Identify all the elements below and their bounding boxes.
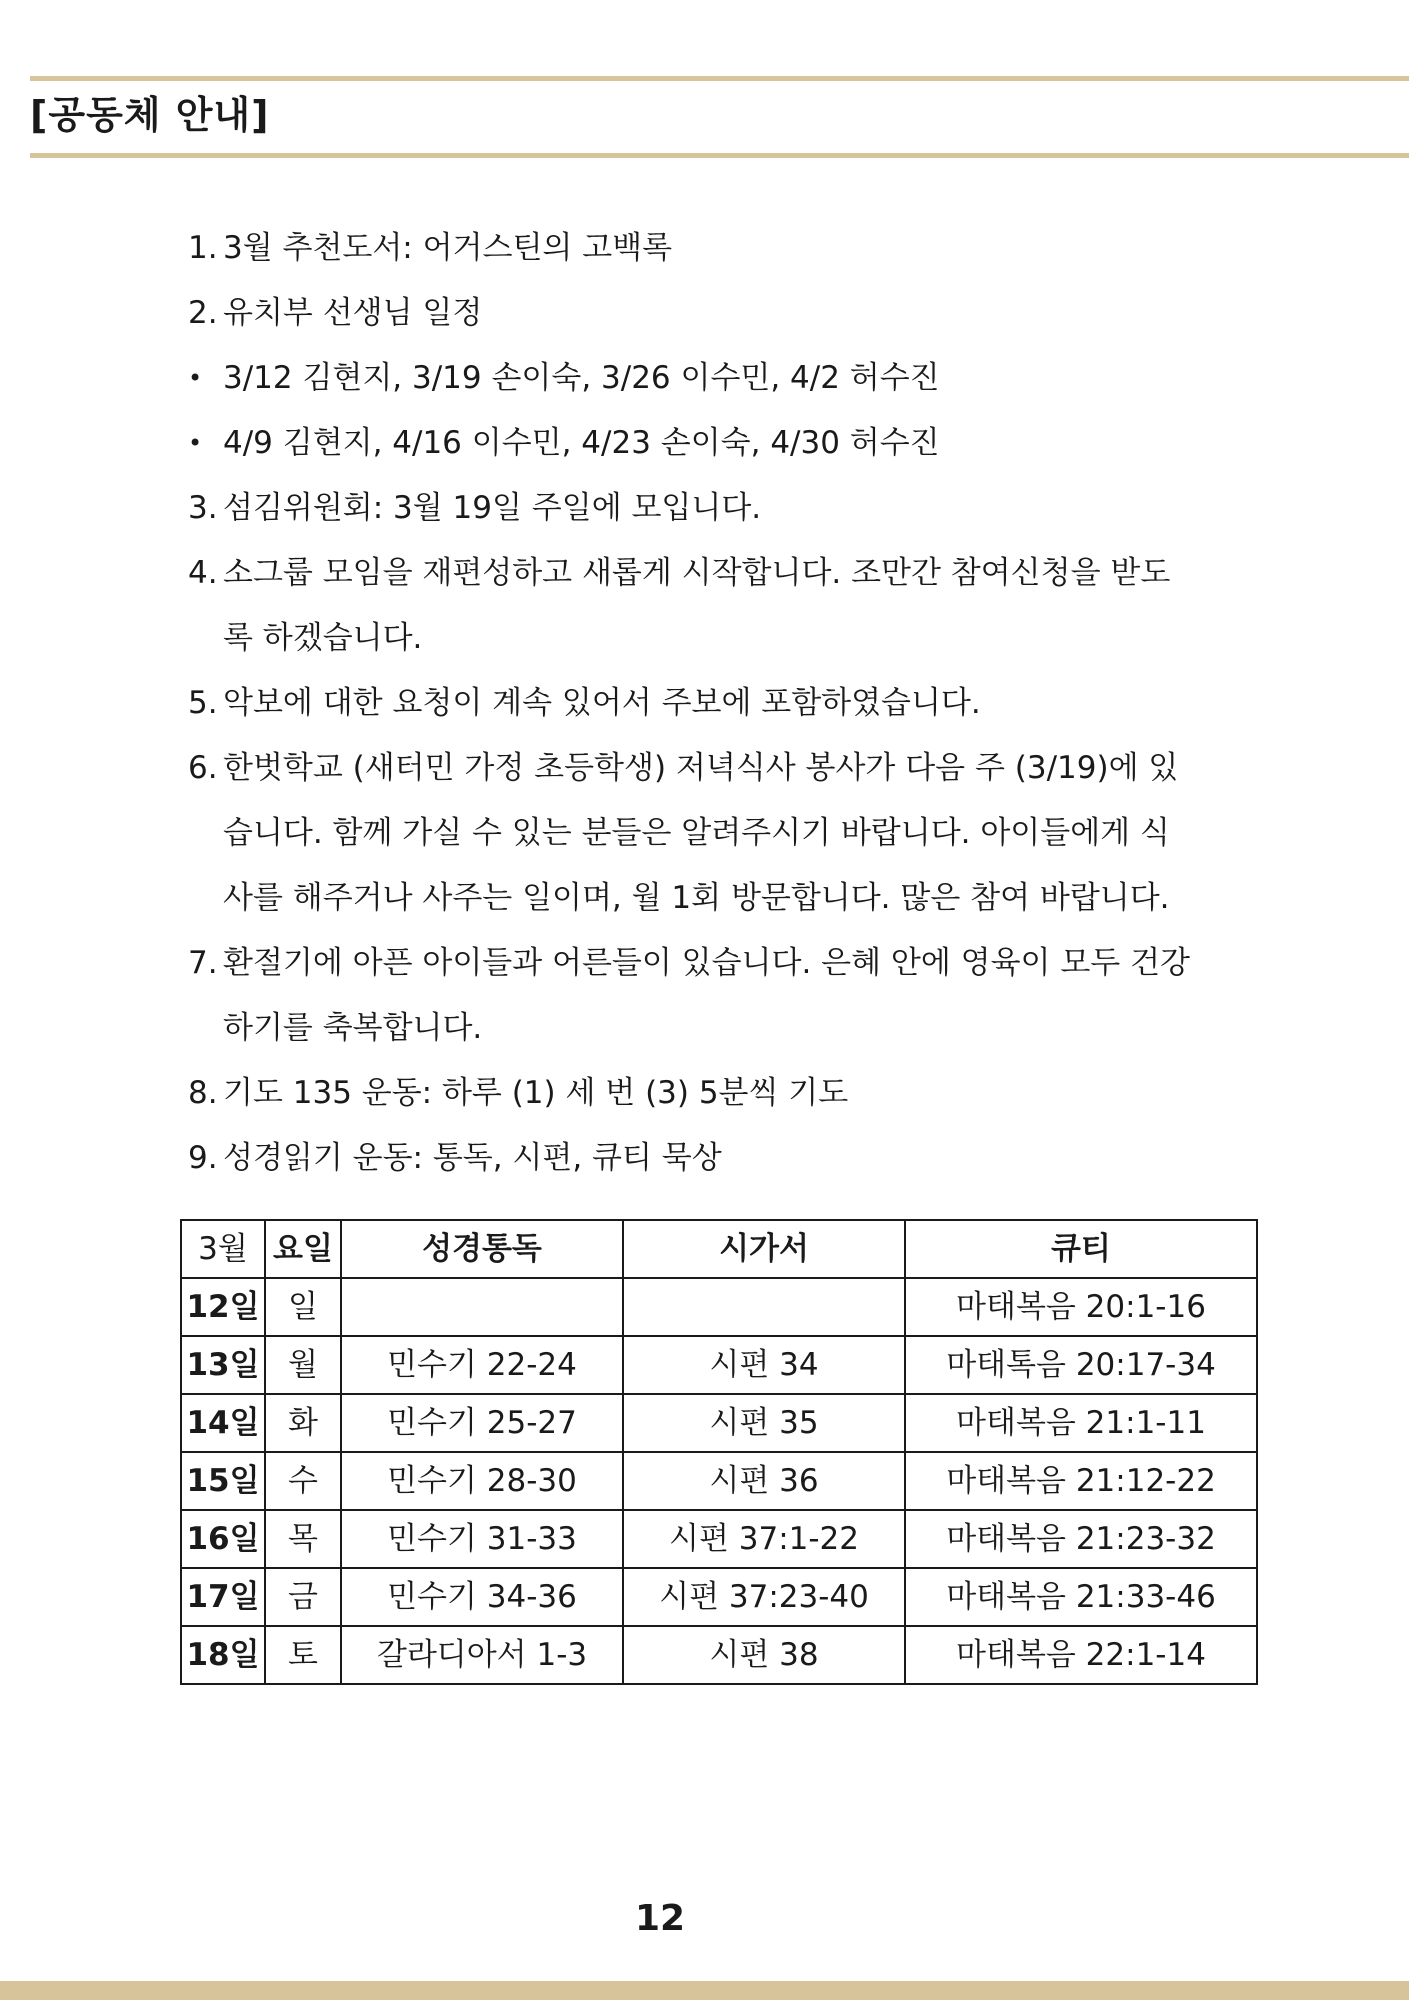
bullet-marker: •	[188, 364, 203, 392]
table-cell: 금	[265, 1568, 341, 1626]
table-cell: 17일	[181, 1568, 265, 1626]
table-row	[181, 1510, 1257, 1568]
notice-text: 4/9 김현지, 4/16 이수민, 4/23 손이숙, 4/30 허수진	[223, 425, 940, 461]
column-header: 3월	[181, 1220, 265, 1278]
notice-line	[188, 476, 1248, 541]
table-cell: 민수기 31-33	[341, 1510, 623, 1568]
table-cell: 시편 37:1-22	[623, 1510, 905, 1568]
column-header: 성경통독	[341, 1220, 623, 1278]
notice-number: 3.	[188, 490, 218, 526]
table-cell: 민수기 28-30	[341, 1452, 623, 1510]
table-cell: 마태복음 21:23-32	[905, 1510, 1257, 1568]
notice-text: 악보에 대한 요청이 계속 있어서 주보에 포함하였습니다.	[223, 685, 981, 721]
notice-number: 6.	[188, 750, 218, 786]
table-cell: 마태복음 21:33-46	[905, 1568, 1257, 1626]
section-title: [공동체 안내]	[30, 93, 270, 137]
bullet-marker: •	[188, 429, 203, 457]
notice-line	[188, 1126, 1248, 1191]
table-row	[181, 1336, 1257, 1394]
notice-line	[188, 281, 1248, 346]
table-cell: 화	[265, 1394, 341, 1452]
table-cell: 민수기 25-27	[341, 1394, 623, 1452]
table-cell	[623, 1278, 905, 1336]
notice-line	[188, 671, 1248, 736]
table-cell: 토	[265, 1626, 341, 1684]
notice-text: 3/12 김현지, 3/19 손이숙, 3/26 이수민, 4/2 허수진	[223, 360, 940, 396]
column-header: 시가서	[623, 1220, 905, 1278]
notice-text: 한벗학교 (새터민 가정 초등학생) 저녁식사 봉사가 다음 주 (3/19)에 있	[223, 750, 1179, 786]
page-number: 12	[634, 1898, 686, 1939]
table-row	[181, 1568, 1257, 1626]
header-bottom-rule	[30, 153, 1409, 158]
table-cell: 마태복음 20:1-16	[905, 1278, 1257, 1336]
table-cell: 16일	[181, 1510, 265, 1568]
notice-text: 록 하겠습니다.	[223, 620, 423, 656]
table-cell	[341, 1278, 623, 1336]
notice-number: 8.	[188, 1075, 218, 1111]
table-cell: 마태복음 22:1-14	[905, 1626, 1257, 1684]
table-cell: 민수기 22-24	[341, 1336, 623, 1394]
bible-reading-schedule-table	[180, 1219, 1258, 1685]
notice-number: 7.	[188, 945, 218, 981]
notice-text: 소그룹 모임을 재편성하고 새롭게 시작합니다. 조만간 참여신청을 받도	[223, 555, 1171, 591]
notice-text: 섬김위원회: 3월 19일 주일에 모입니다.	[223, 490, 762, 526]
notice-line	[188, 606, 1248, 671]
table-row	[181, 1394, 1257, 1452]
table-cell: 12일	[181, 1278, 265, 1336]
table-cell: 마태복음 21:12-22	[905, 1452, 1257, 1510]
header-top-rule	[30, 76, 1409, 81]
notice-text: 성경읽기 운동: 통독, 시편, 큐티 묵상	[223, 1140, 722, 1176]
table-cell: 갈라디아서 1-3	[341, 1626, 623, 1684]
notice-text: 유치부 선생님 일정	[223, 295, 483, 331]
notice-line	[188, 931, 1248, 996]
notice-line	[188, 996, 1248, 1061]
notice-line	[188, 801, 1248, 866]
footer-rule	[0, 1981, 1409, 2000]
table-cell: 시편 38	[623, 1626, 905, 1684]
column-header: 요일	[265, 1220, 341, 1278]
notice-number: 1.	[188, 230, 218, 266]
notice-line	[188, 411, 1248, 476]
table-cell: 목	[265, 1510, 341, 1568]
table-cell: 시편 37:23-40	[623, 1568, 905, 1626]
table-row	[181, 1278, 1257, 1336]
notice-text: 사를 해주거나 사주는 일이며, 월 1회 방문합니다. 많은 참여 바랍니다.	[223, 880, 1170, 916]
notice-line	[188, 216, 1248, 281]
notice-list	[188, 216, 1248, 1191]
notice-line	[188, 541, 1248, 606]
notice-line	[188, 736, 1248, 801]
table-cell: 18일	[181, 1626, 265, 1684]
table-cell: 민수기 34-36	[341, 1568, 623, 1626]
notice-text: 기도 135 운동: 하루 (1) 세 번 (3) 5분씩 기도	[223, 1075, 849, 1111]
notice-number: 4.	[188, 555, 218, 591]
notice-number: 9.	[188, 1140, 218, 1176]
notice-text: 습니다. 함께 가실 수 있는 분들은 알려주시기 바랍니다. 아이들에게 식	[223, 815, 1170, 851]
table-cell: 시편 34	[623, 1336, 905, 1394]
table-header-row	[181, 1220, 1257, 1278]
table-cell: 월	[265, 1336, 341, 1394]
table-row	[181, 1452, 1257, 1510]
table-cell: 시편 36	[623, 1452, 905, 1510]
table-cell: 마태톡음 20:17-34	[905, 1336, 1257, 1394]
table-cell: 일	[265, 1278, 341, 1336]
notice-line	[188, 346, 1248, 411]
notice-text: 하기를 축복합니다.	[223, 1010, 483, 1046]
notice-text: 3월 추천도서: 어거스틴의 고백록	[223, 230, 673, 266]
notice-line	[188, 866, 1248, 931]
table-cell: 15일	[181, 1452, 265, 1510]
notice-number: 5.	[188, 685, 218, 721]
table-row	[181, 1626, 1257, 1684]
table-cell: 마태복음 21:1-11	[905, 1394, 1257, 1452]
column-header: 큐티	[905, 1220, 1257, 1278]
table-cell: 수	[265, 1452, 341, 1510]
table-cell: 시편 35	[623, 1394, 905, 1452]
notice-text: 환절기에 아픈 아이들과 어른들이 있습니다. 은혜 안에 영육이 모두 건강	[223, 945, 1190, 981]
notice-number: 2.	[188, 295, 218, 331]
table-cell: 13일	[181, 1336, 265, 1394]
table-cell: 14일	[181, 1394, 265, 1452]
notice-line	[188, 1061, 1248, 1126]
